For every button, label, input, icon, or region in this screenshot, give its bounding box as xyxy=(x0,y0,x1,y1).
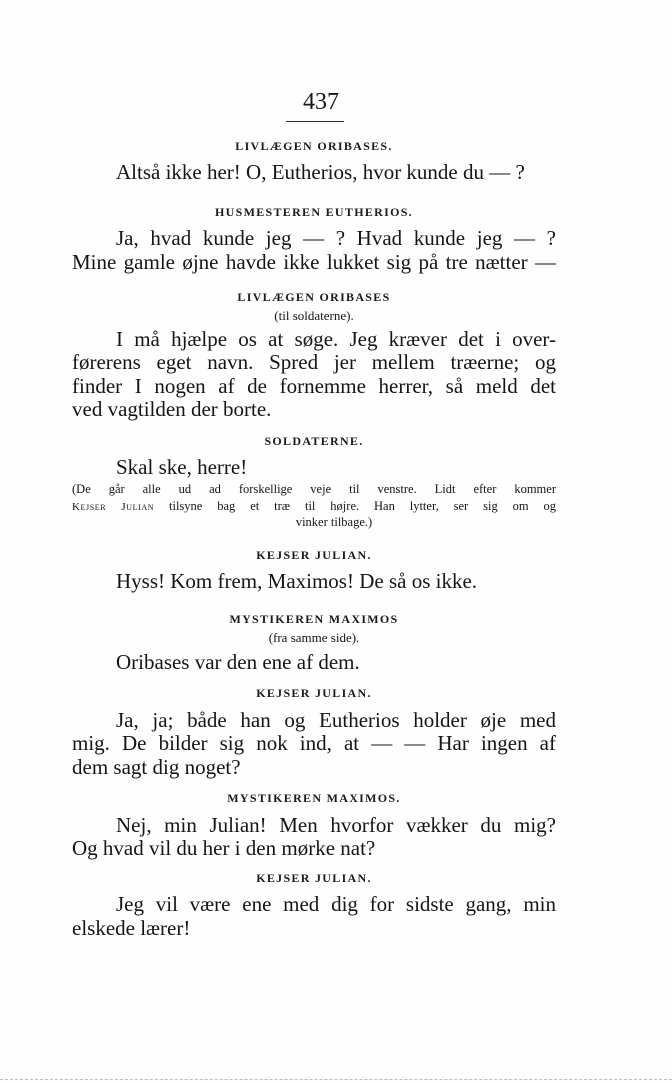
dialogue-line: Ja, ja; både han og Eutherios holder øje med xyxy=(116,708,556,732)
dialogue-line: elskede lærer! xyxy=(72,916,191,940)
dialogue-line: Hyss! Kom frem, Maximos! De så os ikke. xyxy=(116,569,478,593)
speaker-heading: KEJSER JULIAN. xyxy=(256,686,372,700)
stage-direction-text: tilsyne bag et træ til højre. Han lytter, ser sig om og xyxy=(154,499,556,513)
dialogue-line: Mine gamle øjne havde ikke lukket sig på tre nætter — xyxy=(72,250,556,274)
dialogue-line: førerens eget navn. Spred jer mellem træerne; og xyxy=(72,350,556,374)
dialogue-line: dem sagt dig noget? xyxy=(72,755,241,779)
stage-direction-line: (De går alle ud ad forskellige veje til venstre. Lidt efter kommer xyxy=(72,482,556,496)
speaker-heading: HUSMESTEREN EUTHERIOS. xyxy=(215,205,413,219)
speaker-heading: KEJSER JULIAN. xyxy=(256,548,372,562)
page-number: 437 xyxy=(303,89,339,115)
speaker-heading: MYSTIKEREN MAXIMOS. xyxy=(227,791,401,805)
page-bottom-edge xyxy=(0,1079,672,1081)
dialogue-line: Nej, min Julian! Men hvorfor vækker du mig? xyxy=(116,813,556,837)
dialogue-line: mig. De bilder sig nok ind, at — — Har ingen af xyxy=(72,731,556,755)
speaker-heading: SOLDATERNE. xyxy=(264,434,364,448)
dialogue-line: ved vagtilden der borte. xyxy=(72,397,272,421)
dialogue-line: Skal ske, herre! xyxy=(116,455,248,479)
speaker-heading: LIVLÆGEN ORIBASES xyxy=(237,290,391,304)
dialogue-line: I må hjælpe os at søge. Jeg kræver det i over- xyxy=(116,327,556,351)
dialogue-line: Oribases var den ene af dem. xyxy=(116,650,360,674)
stage-direction-parenthetical: (fra samme side). xyxy=(268,630,360,645)
dialogue-line: Og hvad vil du her i den mørke nat? xyxy=(72,836,376,860)
stage-direction-line xyxy=(72,498,556,515)
speaker-heading: KEJSER JULIAN. xyxy=(256,871,372,885)
stage-direction-character: Kejser Julian xyxy=(72,501,155,513)
dialogue-line: Ja, hvad kunde jeg — ? Hvad kunde jeg — ? xyxy=(116,226,556,250)
dialogue-line: Altså ikke her! O, Eutherios, hvor kunde du — ? xyxy=(116,160,525,184)
dialogue-line: Jeg vil være ene med dig for sidste gang, min xyxy=(116,892,556,916)
stage-direction-line: vinker tilbage.) xyxy=(295,515,373,529)
speaker-heading: MYSTIKEREN MAXIMOS xyxy=(229,612,399,626)
stage-direction-parenthetical: (til soldaterne). xyxy=(274,308,354,323)
dialogue-line: finder I nogen af de fornemme herrer, så meld det xyxy=(72,374,556,398)
speaker-heading: LIVLÆGEN ORIBASES. xyxy=(235,139,393,153)
page-number-rule xyxy=(286,121,344,122)
